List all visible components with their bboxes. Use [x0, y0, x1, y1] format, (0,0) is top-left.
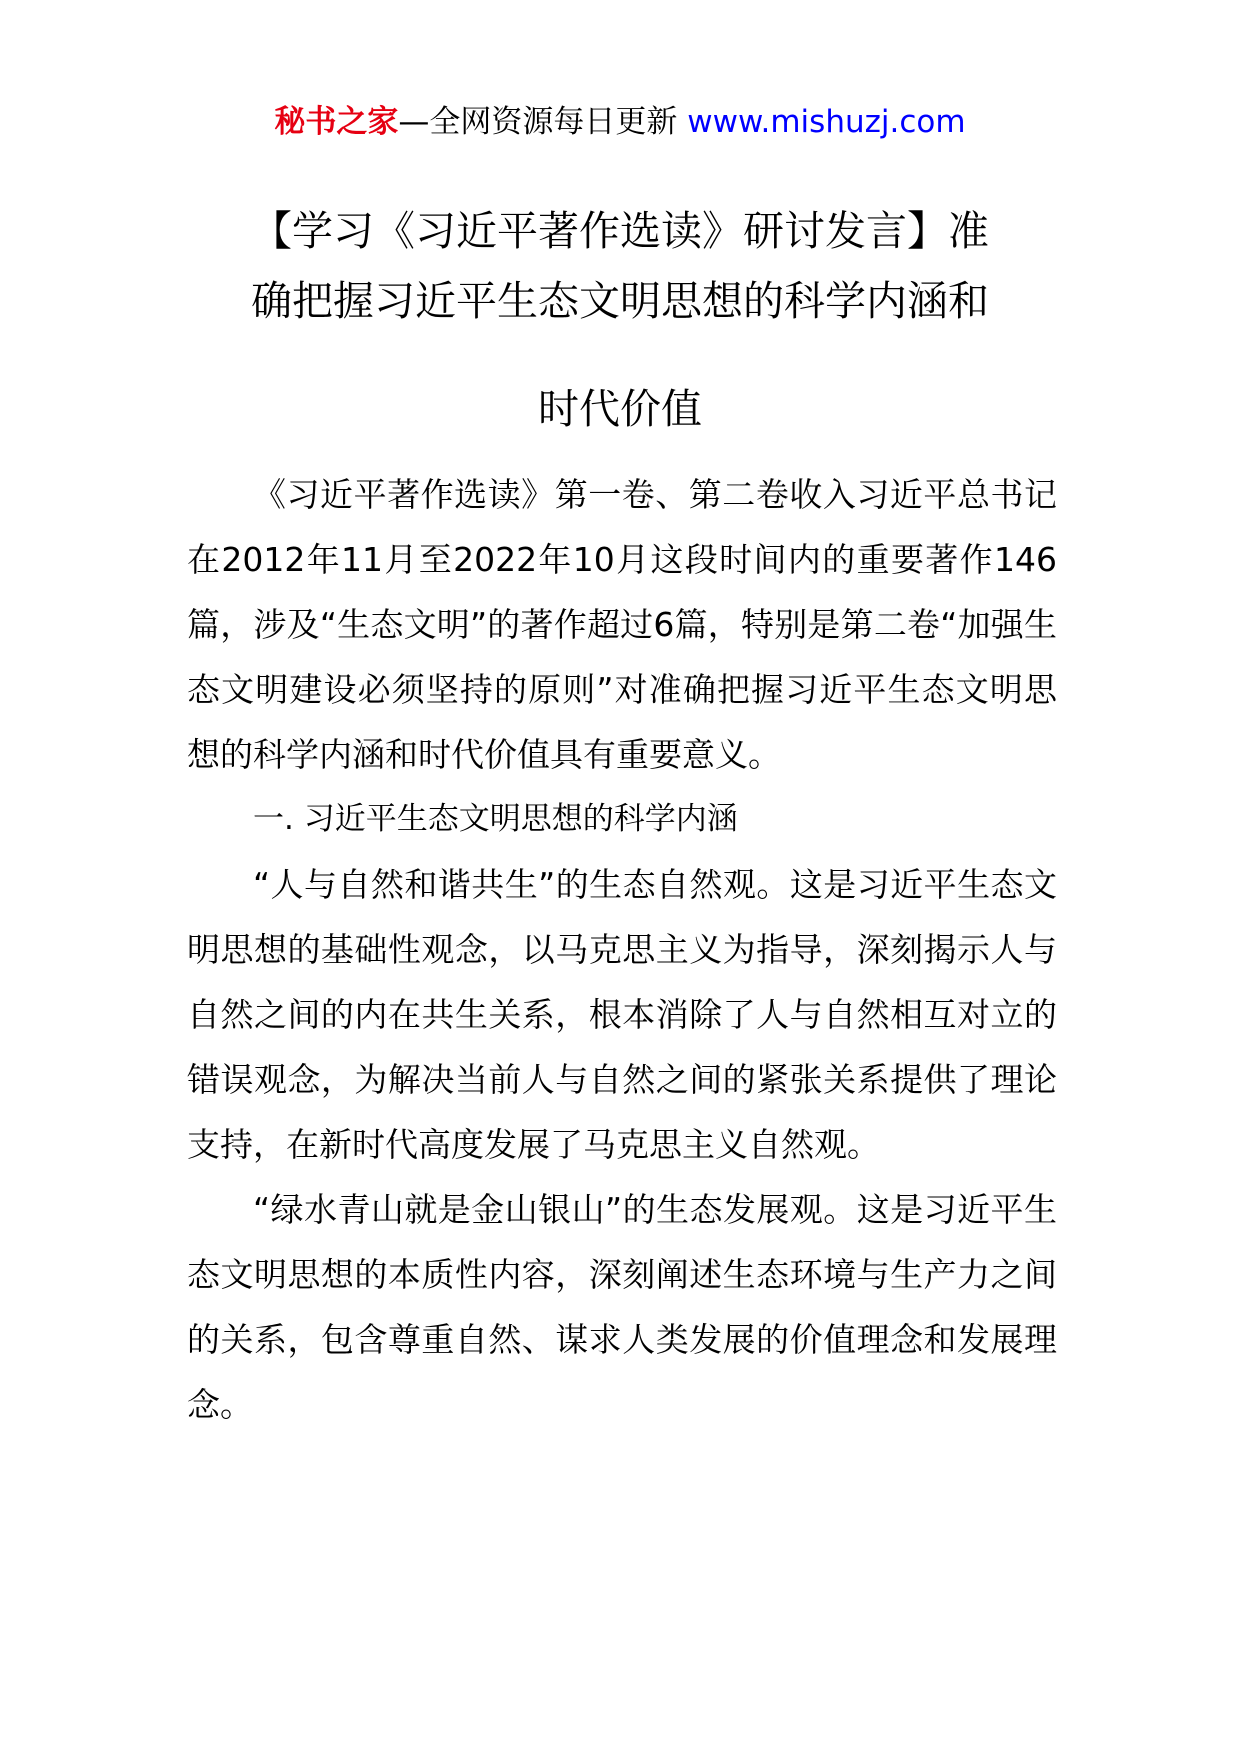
section-heading: 一. 习近平生态文明思想的科学内涵 — [253, 801, 738, 837]
paragraph-development-view: “绿水青山就是金山银山”的生态发展观。这是习近平生态文明思想的本质性内容，深刻阐述生态环境与生产力之间的关系，包含尊重自然、谋求人类发展的价值理念和发展理念。 — [187, 1190, 1057, 1424]
site-url-link[interactable]: www.mishuzj.com — [687, 104, 966, 140]
paragraph-intro: 《习近平著作选读》第一卷、第二卷收入习近平总书记在2012年11月至2022年10月这段时间内的重要著作146篇，涉及“生态文明”的著作超过6篇，特别是第二卷“加强生态文明建设必须坚持的原则”对准确把握习近平生态文明思想的科学内涵和时代价值具有重要意义。 — [187, 475, 1057, 774]
document-body — [187, 462, 1057, 1437]
title-line-2: 确把握习近平生态文明思想的科学内涵和 — [251, 277, 989, 325]
site-slogan: —全网资源每日更新 — [398, 104, 688, 140]
document-title — [195, 196, 1045, 444]
site-header — [0, 100, 1240, 144]
title-line-1: 【学习《习近平著作选读》研讨发言】准 — [251, 207, 989, 255]
title-line-3: 时代价值 — [538, 385, 702, 433]
site-brand: 秘书之家 — [274, 104, 399, 140]
paragraph-nature-view: “人与自然和谐共生”的生态自然观。这是习近平生态文明思想的基础性观念，以马克思主义为指导，深刻揭示人与自然之间的内在共生关系，根本消除了人与自然相互对立的错误观念，为解决当前人与自然之间的紧张关系提供了理论支持，在新时代高度发展了马克思主义自然观。 — [187, 865, 1057, 1164]
